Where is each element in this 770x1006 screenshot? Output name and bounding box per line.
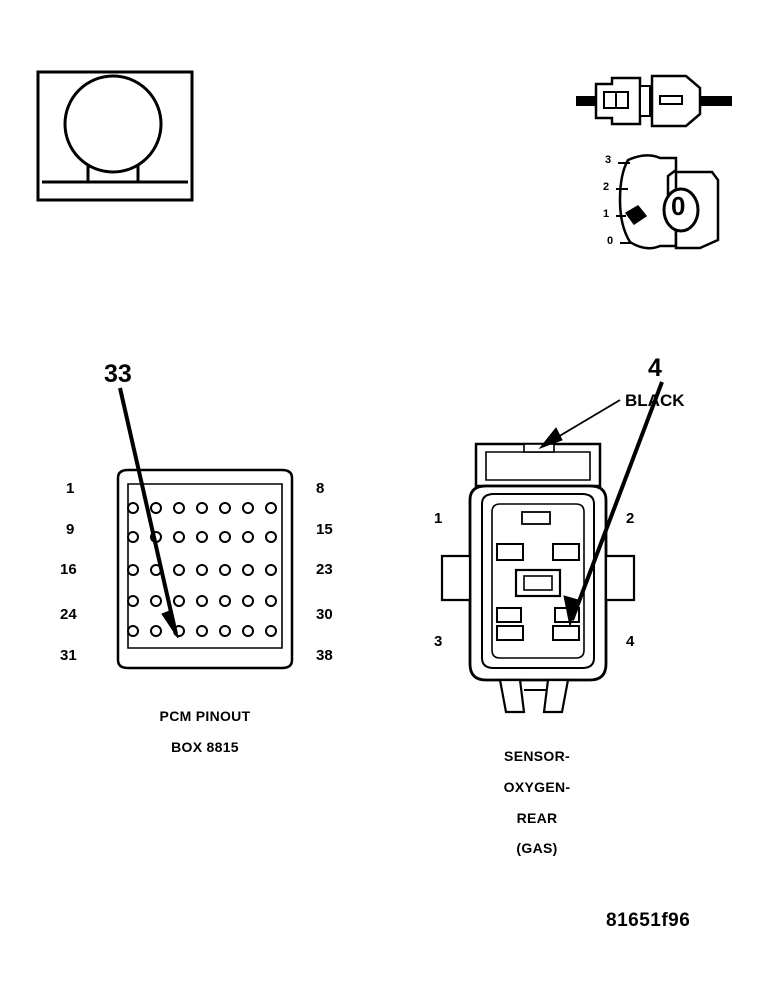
pcm-callout-number: 33 [104,360,132,388]
pcm-right-pin-15: 15 [316,521,333,538]
omega-symbol-icon [38,72,192,200]
keyed-connector-face-label: 0 [671,191,686,221]
sensor-title-line2: OXYGEN- [503,779,571,795]
sensor-title-line4: (GAS) [516,840,558,856]
oxygen-sensor-connector-body [442,444,634,712]
sensor-pin-4: 4 [626,633,635,650]
sensor-pin-2: 2 [626,510,635,527]
keyed-pin-3: 3 [605,154,612,166]
pcm-right-pin-38: 38 [316,647,333,664]
pcm-left-pin-24: 24 [60,606,77,623]
keyed-connector-icon [616,155,718,248]
sensor-pin-3: 3 [434,633,443,650]
keyed-pin-0: 0 [607,235,614,247]
pcm-right-pin-23: 23 [316,561,333,578]
pcm-left-pin-1: 1 [66,480,75,497]
sensor-callout-number: 4 [648,354,662,382]
figure-code: 81651f96 [606,910,691,931]
pcm-title-line1: PCM PINOUT [159,708,251,724]
keyed-pin-2: 2 [603,181,610,193]
pcm-right-pin-8: 8 [316,480,325,497]
pcm-title-line2: BOX 8815 [171,739,239,755]
sensor-title-line1: SENSOR- [504,748,570,764]
black-wire-label: BLACK [625,391,685,410]
inline-connector-icon [576,76,732,126]
sensor-pin-1: 1 [434,510,443,527]
pcm-left-pin-9: 9 [66,521,75,538]
pcm-left-pin-16: 16 [60,561,77,578]
pcm-right-pin-30: 30 [316,606,333,623]
pcm-left-pin-31: 31 [60,647,77,664]
black-label-pointer [540,400,620,448]
sensor-title-line3: REAR [516,810,558,826]
keyed-pin-1: 1 [603,208,610,220]
